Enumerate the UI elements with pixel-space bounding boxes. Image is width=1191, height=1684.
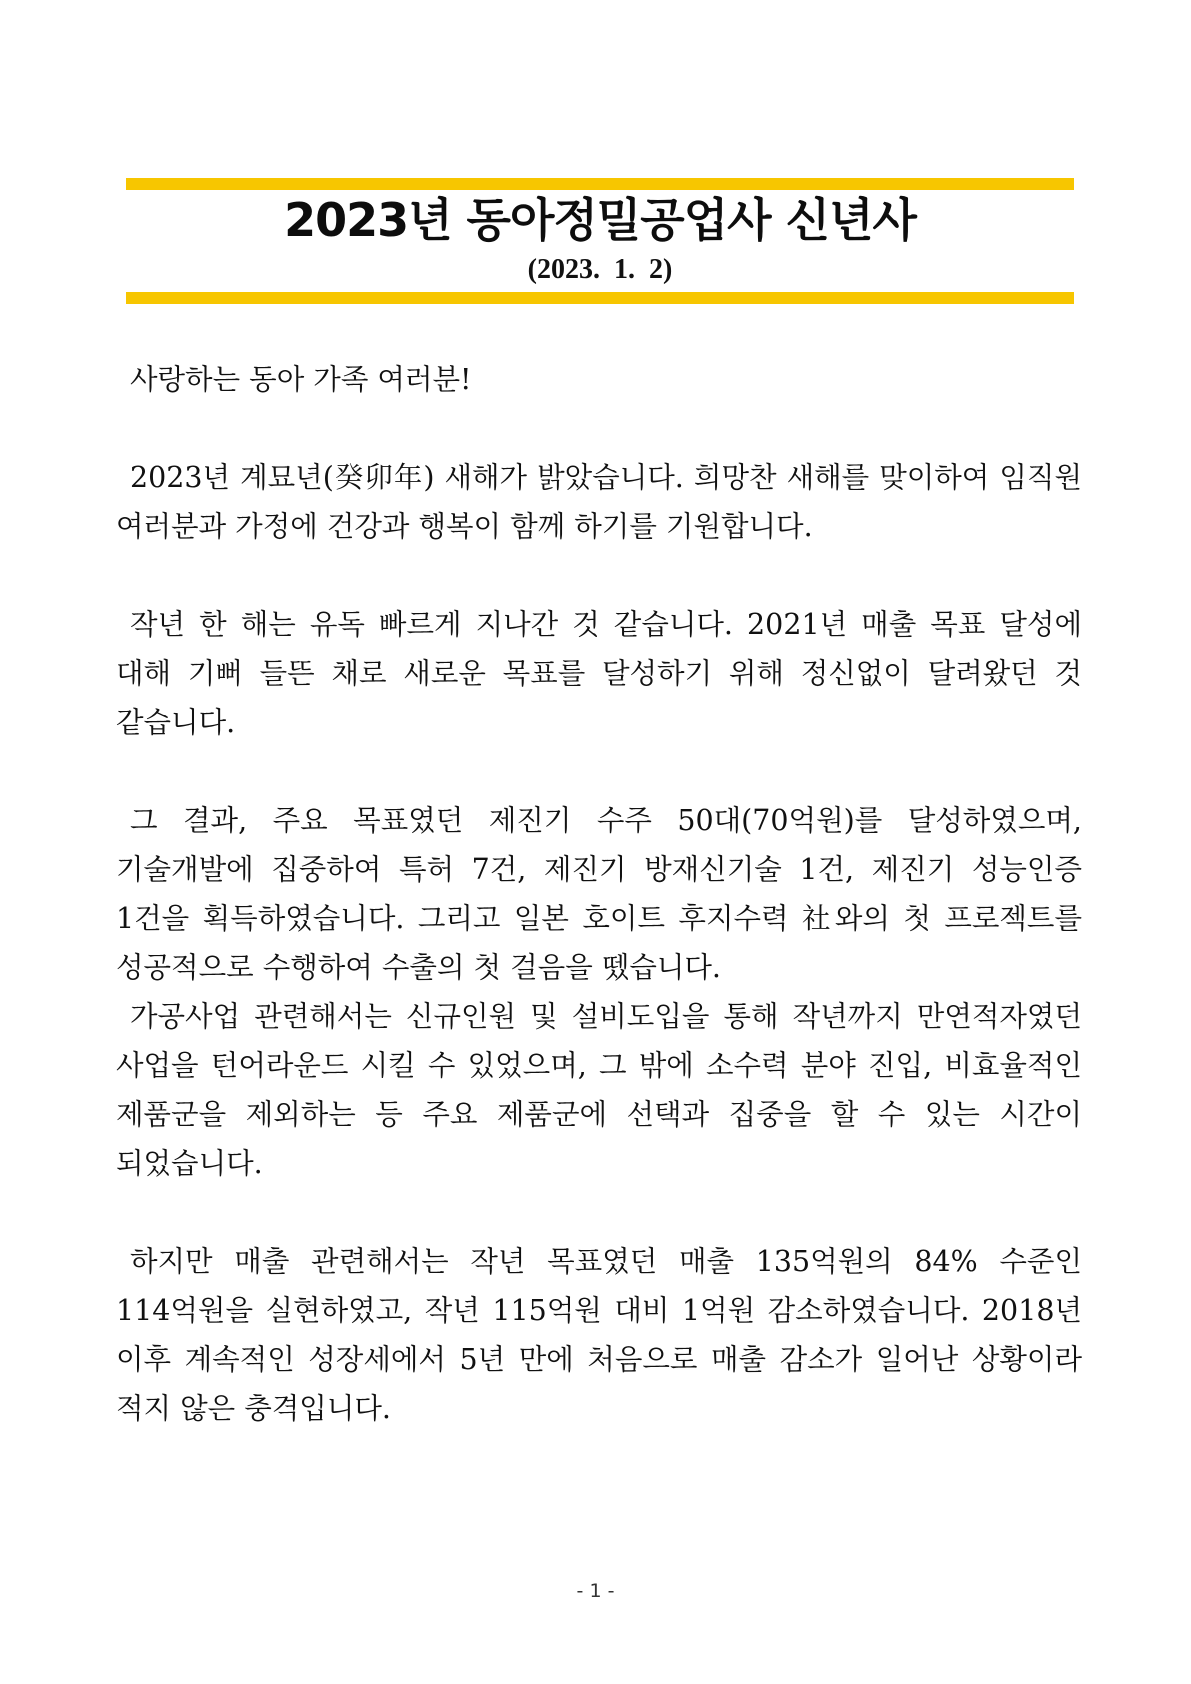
paragraph-gap: [116, 404, 1082, 453]
paragraph-last-year: 작년 한 해는 유독 빠르게 지나간 것 같습니다. 2021년 매출 목표 달성에 대해 기뻐 들뜬 채로 새로운 목표를 달성하기 위해 정신없이 달려왔던 것 같습니다.: [116, 608, 1082, 739]
greeting: 사랑하는 동아 가족 여러분!: [130, 363, 472, 396]
paragraph-new-year: 2023년 계묘년(癸卯年) 새해가 밝았습니다. 희망찬 새해를 맞이하여 임직원 여러분과 가정에 건강과 행복이 함께 하기를 기원합니다.: [116, 461, 1082, 543]
document-title: 2023년 동아정밀공업사 신년사: [284, 193, 916, 247]
title-top-rule: [126, 178, 1074, 190]
document-body: [116, 355, 1082, 1433]
paragraph-results: 그 결과, 주요 목표였던 제진기 수주 50대(70억원)를 달성하였으며, 기술개발에 집중하여 특허 7건, 제진기 방재신기술 1건, 제진기 성능인증 1건을 획득하였습니다. 그리고 일본 호이트 후지수력 社와의 첫 프로젝트를 성공적으로 수행하여 수출의 첫 걸음을 뗐습니다.: [116, 804, 1082, 984]
paragraph-gap: [116, 1188, 1082, 1237]
paragraph-sales: 하지만 매출 관련해서는 작년 목표였던 매출 135억원의 84% 수준인 114억원을 실현하였고, 작년 115억원 대비 1억원 감소하였습니다. 2018년 이후 계속적인 성장세에서 5년 만에 처음으로 매출 감소가 일어난 상황이라 적지 않은 충격입니다.: [116, 1245, 1082, 1425]
page-number: - 1 -: [576, 1580, 615, 1602]
paragraph-processing-business: 가공사업 관련해서는 신규인원 및 설비도입을 통해 작년까지 만연적자였던 사업을 턴어라운드 시킬 수 있었으며, 그 밖에 소수력 분야 진입, 비효율적인 제품군을 제외하는 등 주요 제품군에 선택과 집중을 할 수 있는 시간이 되었습니다.: [116, 1000, 1082, 1180]
title-bottom-rule: [126, 292, 1074, 304]
paragraph-gap: [116, 551, 1082, 600]
paragraph-gap: [116, 747, 1082, 796]
document-date: (2023. 1. 2): [527, 254, 673, 285]
